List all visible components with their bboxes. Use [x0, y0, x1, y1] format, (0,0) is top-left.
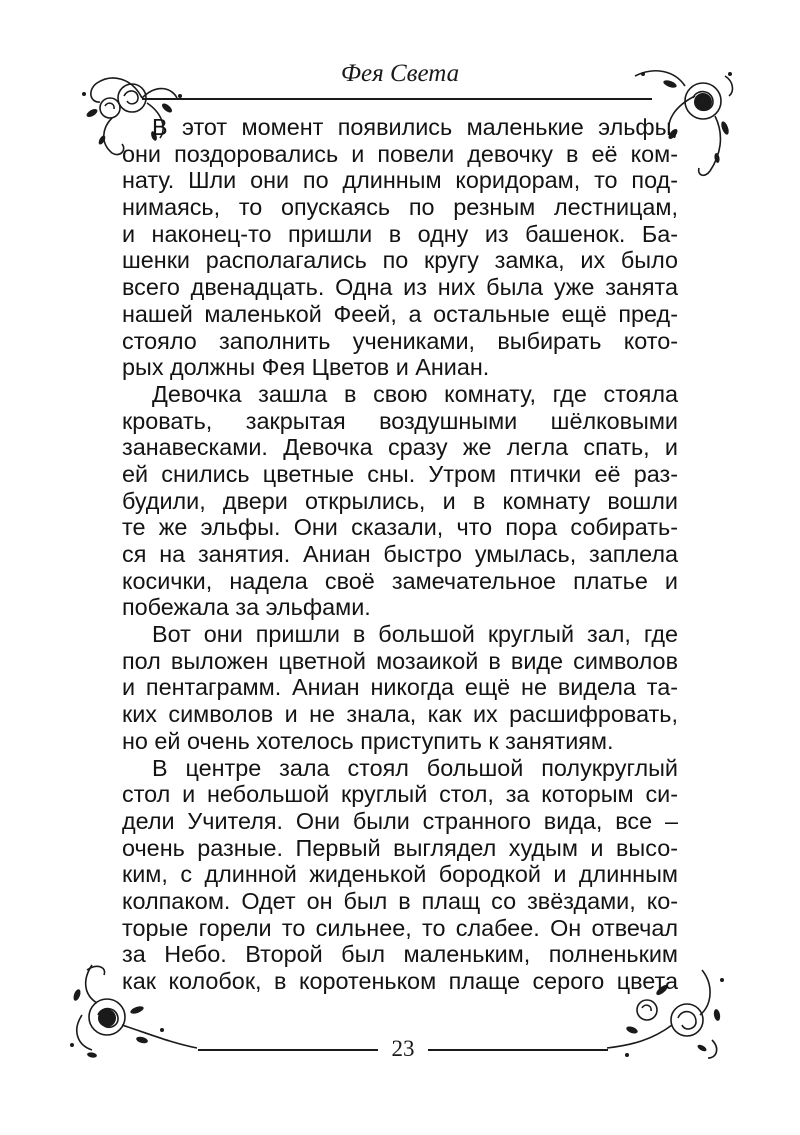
- text-line: те же эльфы. Они сказали, что пора собирать-: [122, 514, 678, 541]
- text-line: рых должны Фея Цветов и Аниан.: [122, 354, 490, 381]
- text-line: нату. Шли они по длинным коридорам, то под-: [122, 167, 678, 194]
- text-line: очень разные. Первый выглядел худым и высо-: [122, 834, 678, 861]
- paragraph-4: [122, 755, 678, 995]
- text-line: за Небо. Второй был маленьким, полненьким: [122, 941, 678, 968]
- paragraph-3: [122, 621, 678, 754]
- text-line: занавесками. Девочка сразу же легла спать, и: [122, 434, 678, 461]
- text-line: В этот момент появились маленькие эльфы,: [152, 114, 678, 140]
- body-text: [122, 114, 678, 995]
- text-line: нимаясь, то опускаясь по резным лестницам,: [122, 194, 678, 221]
- text-line: ей снились цветные сны. Утром птички её раз-: [122, 460, 678, 487]
- paragraph-2: [122, 381, 678, 621]
- text-line: Вот они пришли в большой круглый зал, где: [152, 621, 678, 648]
- text-line: косички, надела своё замечательное платье и: [122, 567, 678, 594]
- text-line: они поздоровались и повели девочку в её ком-: [122, 140, 678, 167]
- text-line: В центре зала стоял большой полукруглый: [152, 754, 678, 781]
- text-line: ким, с длинной жиденькой бородкой и длинным: [122, 861, 678, 888]
- text-line: ся на занятия. Аниан быстро умылась, заплела: [122, 541, 678, 567]
- text-line: всего двенадцать. Одна из них была уже занята: [122, 274, 678, 301]
- text-line: ких символов и не знала, как их расшифровать,: [122, 701, 678, 728]
- header-rule: [142, 98, 652, 100]
- running-header-title: Фея Света: [340, 60, 460, 87]
- text-line: дели Учителя. Они были странного вида, все –: [122, 807, 678, 834]
- text-line: кровать, закрытая воздушными шёлковыми: [122, 407, 678, 434]
- text-line: нашей маленькой Феей, а остальные ещё пред-: [122, 300, 678, 327]
- footer-rule-left: [198, 1049, 378, 1051]
- text-line: будили, двери открылись, и в комнату вошли: [122, 487, 678, 514]
- text-line: колпаком. Одет он был в плащ со звёздами, ко-: [122, 887, 678, 914]
- text-line: шенки располагались по кругу замка, их было: [122, 247, 678, 274]
- text-line: стояло заполнить учениками, выбирать кото-: [122, 327, 678, 354]
- text-line: пол выложен цветной мозаикой в виде символов: [122, 647, 678, 674]
- text-line: как колобок, в коротеньком плаще серого цвета: [122, 968, 678, 994]
- text-line: Девочка зашла в свою комнату, где стояла: [152, 380, 678, 407]
- text-line: торые горели то сильнее, то слабее. Он отвечал: [122, 914, 678, 941]
- text-line: но ей очень хотелось приступить к занятиям.: [122, 727, 614, 754]
- text-line: стол и небольшой круглый стол, за которым си-: [122, 781, 678, 808]
- text-line: побежала за эльфами.: [122, 594, 371, 621]
- page-number: 23: [391, 1036, 415, 1061]
- paragraph-1: [122, 114, 678, 381]
- footer-rule-right: [428, 1049, 608, 1051]
- text-line: и пентаграмм. Аниан никогда ещё не видела та-: [122, 674, 678, 701]
- text-line: и наконец-то пришли в одну из башенок. Ба-: [122, 220, 678, 247]
